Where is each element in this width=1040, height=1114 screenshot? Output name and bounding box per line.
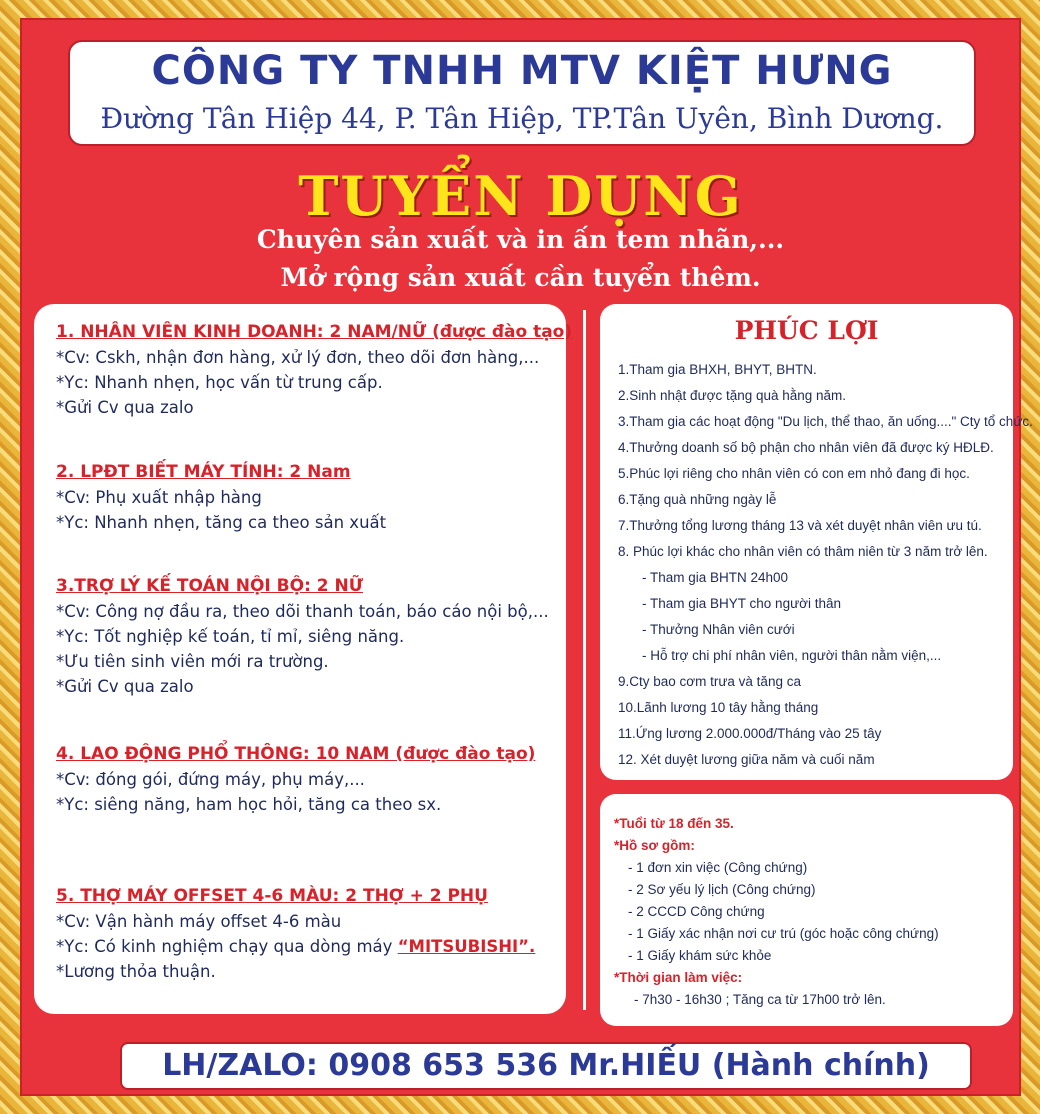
job-line: *Yc: Nhanh nhẹn, tăng ca theo sản xuất <box>56 513 387 532</box>
contact-info: LH/ZALO: 0908 653 536 Mr.HIẾU (Hành chính) <box>162 1048 930 1083</box>
job-title: 4. LAO ĐỘNG PHỔ THÔNG: 10 NAM (được đào tạo) <box>56 744 536 764</box>
benefit-item: 5.Phúc lợi riêng cho nhân viên có con em nhỏ đang đi học. <box>618 466 970 481</box>
document-item: - 1 đơn xin việc (Công chứng) <box>628 860 808 875</box>
age-requirement: *Tuổi từ 18 đến 35. <box>614 816 734 831</box>
business-description: Chuyên sản xuất và in ấn tem nhãn,... <box>256 225 785 254</box>
benefits-panel <box>600 304 1033 780</box>
job-line: *Cv: Công nợ đầu ra, theo dõi thanh toán, báo cáo nội bộ,... <box>56 602 549 621</box>
jobs-panel <box>34 304 573 1014</box>
contact-bar <box>120 1042 972 1090</box>
job-line: *Cv: Vận hành máy offset 4-6 màu <box>56 912 342 931</box>
job-line: *Yc: Nhanh nhẹn, học vấn từ trung cấp. <box>56 373 383 392</box>
job-line: *Gửi Cv qua zalo <box>56 398 194 417</box>
benefit-item: 8. Phúc lợi khác cho nhân viên có thâm niên từ 3 năm trở lên. <box>618 544 988 559</box>
benefit-item: 3.Tham gia các hoạt động "Du lịch, thể thao, ăn uống...." Cty tổ chức. <box>618 414 1033 429</box>
benefit-item: 10.Lãnh lương 10 tây hằng tháng <box>618 700 819 715</box>
poster <box>20 18 1033 1096</box>
benefit-item: 12. Xét duyệt lương giữa năm và cuối năm <box>618 752 875 767</box>
company-name: CÔNG TY TNHH MTV KIỆT HƯNG <box>151 48 893 94</box>
benefits-title: PHÚC LỢI <box>734 316 879 345</box>
working-hours: - 7h30 - 16h30 ; Tăng ca từ 17h00 trở lên. <box>634 992 886 1007</box>
job-line: *Yc: Tốt nghiệp kế toán, tỉ mỉ, siêng năng. <box>56 627 405 646</box>
document-item: - 2 Sơ yếu lý lịch (Công chứng) <box>628 882 816 897</box>
benefit-subitem: - Hỗ trợ chi phí nhân viên, người thân nằm viện,... <box>642 648 942 663</box>
job-line: *Gửi Cv qua zalo <box>56 677 194 696</box>
benefit-item: 9.Cty bao cơm trưa và tăng ca <box>618 674 801 689</box>
job-line: *Yc: Có kinh nghiệm chạy qua dòng máy “MITSUBISHI”. <box>56 937 536 956</box>
job-title: 2. LPĐT BIẾT MÁY TÍNH: 2 Nam <box>56 462 351 482</box>
requirements-panel <box>600 794 1013 1026</box>
job-3 <box>56 576 561 696</box>
document-item: - 2 CCCD Công chứng <box>628 904 765 919</box>
benefit-item: 7.Thưởng tổng lương tháng 13 và xét duyệt nhân viên ưu tú. <box>618 518 982 533</box>
job-title: 1. NHÂN VIÊN KINH DOANH: 2 NAM/NỮ (được đào tạo) <box>56 322 573 342</box>
benefit-subitem: - Tham gia BHYT cho người thân <box>642 596 841 611</box>
job-line: *Cv: Phụ xuất nhập hàng <box>56 488 262 507</box>
benefit-subitem: - Tham gia BHTN 24h00 <box>642 570 789 585</box>
document-item: - 1 Giấy khám sức khỏe <box>628 948 772 963</box>
document-item: - 1 Giấy xác nhận nơi cư trú (góc hoặc công chứng) <box>628 926 939 941</box>
job-line: *Lương thỏa thuận. <box>56 962 216 981</box>
job-2 <box>56 462 561 532</box>
expansion-note: Mở rộng sản xuất cần tuyển thêm. <box>280 263 761 292</box>
job-line: *Cv: Cskh, nhận đơn hàng, xử lý đơn, theo dõi đơn hàng,... <box>56 348 540 367</box>
job-title: 3.TRỢ LÝ KẾ TOÁN NỘI BỘ: 2 NỮ <box>56 576 363 596</box>
benefit-item: 1.Tham gia BHXH, BHYT, BHTN. <box>618 362 817 377</box>
benefit-subitem: - Thưởng Nhân viên cưới <box>642 622 795 637</box>
company-address: Đường Tân Hiệp 44, P. Tân Hiệp, TP.Tân Uyên, Bình Dương. <box>100 102 944 135</box>
job-4 <box>56 744 561 814</box>
job-1 <box>56 322 573 417</box>
recruitment-title: TUYỂN DỤNG <box>298 164 743 228</box>
job-title: 5. THỢ MÁY OFFSET 4-6 MÀU: 2 THỢ + 2 PHỤ <box>56 886 488 906</box>
job-5 <box>56 886 561 981</box>
column-divider <box>583 310 586 1010</box>
job-line: *Cv: đóng gói, đứng máy, phụ máy,... <box>56 770 365 789</box>
benefit-item: 6.Tặng quà những ngày lễ <box>618 492 777 507</box>
machine-brand: “MITSUBISHI”. <box>397 937 536 956</box>
company-header <box>68 40 976 146</box>
job-line: *Yc: siêng năng, ham học hỏi, tăng ca theo sx. <box>56 795 442 814</box>
benefit-item: 11.Ứng lương 2.000.000đ/Tháng vào 25 tây <box>618 726 882 741</box>
working-hours-heading: *Thời gian làm việc: <box>614 970 743 985</box>
benefit-item: 2.Sinh nhật được tặng quà hằng năm. <box>618 388 847 403</box>
benefit-item: 4.Thưởng doanh số bộ phận cho nhân viên đã được ký HĐLĐ. <box>618 440 994 455</box>
documents-heading: *Hồ sơ gồm: <box>614 838 695 853</box>
job-line: *Ưu tiên sinh viên mới ra trường. <box>56 652 329 671</box>
